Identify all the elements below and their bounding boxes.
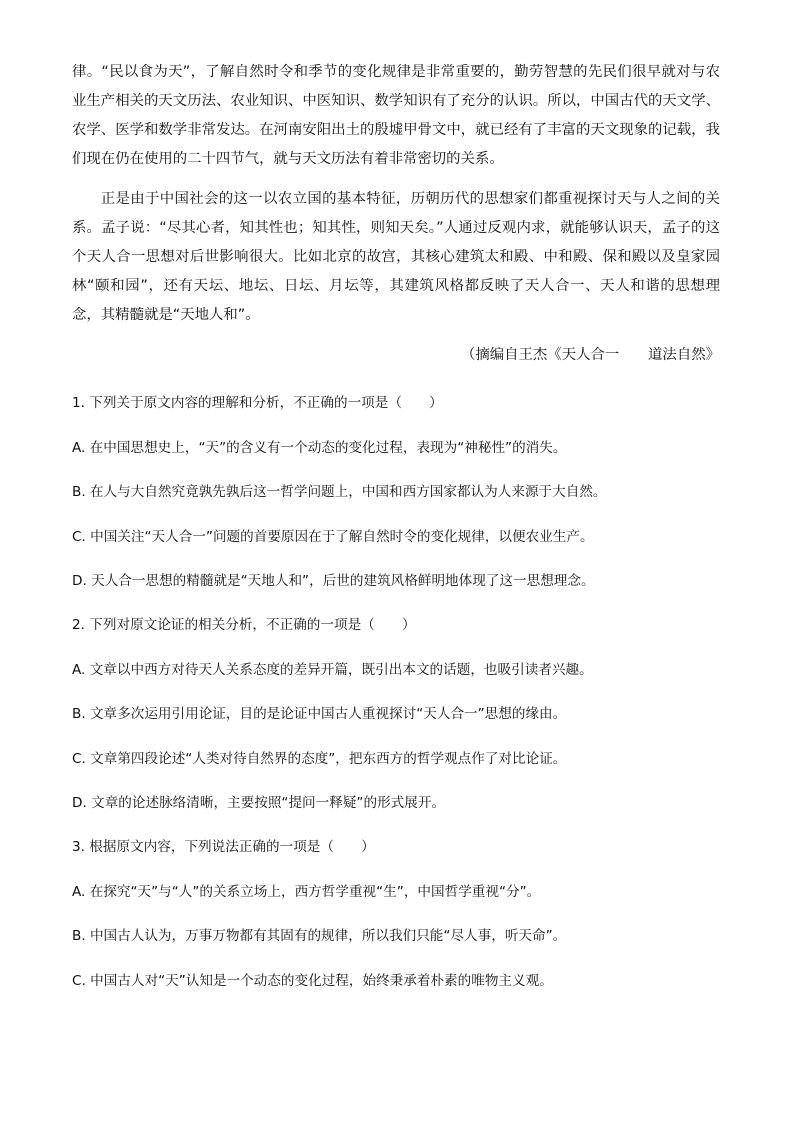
question-option: A. 在探究“天”与“人”的关系立场上，西方哲学重视“生”，中国哲学重视“分”。 — [72, 883, 541, 900]
question-option: C. 中国古人对“天”认知是一个动态的变化过程，始终秉承着朴素的唯物主义观。 — [72, 972, 553, 989]
question-option: B. 在人与大自然究竟孰先孰后这一哲学问题上，中国和西方国家都认为人来源于大自然。 — [72, 484, 607, 500]
question-option: B. 文章多次运用引用论证，目的是论证中国古人重视探讨“天人合一”思想的缘由。 — [72, 706, 567, 722]
question-stem: 2. 下列对原文论证的相关分析，不正确的一项是（ ） — [72, 617, 416, 633]
exam-page — [72, 58, 720, 992]
question-1 — [72, 392, 720, 592]
question-option: A. 在中国思想史上，“天”的含义有一个动态的变化过程，表现为“神秘性”的消失。 — [72, 439, 567, 456]
question-option: D. 天人合一思想的精髓就是“天地人和”，后世的建筑风格鲜明地体现了这一思想理念。 — [72, 573, 595, 589]
passage-paragraph-2: 正是由于中国社会的这一以农立国的基本特征，历朝历代的思想家们都重视探讨天与人之间的关系。孟子说：“尽其心者，知其性也；知其性，则知天矣。”人通过反观内求，就能够认识天，孟子的这个天人合一思想对后世影响很大。比如北京的故宫，其核心建筑太和殿、中和殿、保和殿以及皇家园林“颐和园”，还有天坛、地坛、日坛、月坛等，其建筑风格都反映了天人合一、天人和谐的思想理念，其精髓就是“天地人和”。 — [72, 191, 720, 323]
question-stem: 3. 根据原文内容，下列说法正确的一项是（ ） — [72, 839, 375, 855]
question-option: B. 中国古人认为，万事万物都有其固有的规律，所以我们只能“尽人事，听天命”。 — [72, 928, 567, 944]
question-option: C. 中国关注“天人合一”问题的首要原因在于了解自然时令的变化规律，以便农业生产。 — [72, 528, 594, 545]
question-3 — [72, 836, 720, 992]
question-option: C. 文章第四段论述“人类对待自然界的态度”，把东西方的哲学观点作了对比论证。 — [72, 750, 567, 767]
question-option: D. 文章的论述脉络清晰，主要按照“提问一释疑”的形式展开。 — [72, 795, 446, 811]
question-2 — [72, 614, 720, 814]
question-option: A. 文章以中西方对待天人关系态度的差异开篇，既引出本文的话题，也吸引读者兴趣。 — [72, 661, 593, 678]
passage-source: （摘编自王杰《天人合一 道法自然》 — [460, 347, 720, 363]
passage-paragraph-1: 律。“民以食为天”，了解自然时令和季节的变化规律是非常重要的，勤劳智慧的先民们很早就对与农业生产相关的天文历法、农业知识、中医知识、数学知识有了充分的认识。所以，中国古代的天文学、农学、医学和数学非常发达。在河南安阳出土的殷墟甲骨文中，就已经有了丰富的天文现象的记载，我们现在仍在使用的二十四节气，就与天文历法有着非常密切的关系。 — [72, 64, 720, 167]
question-stem: 1. 下列关于原文内容的理解和分析，不正确的一项是（ ） — [72, 395, 443, 411]
